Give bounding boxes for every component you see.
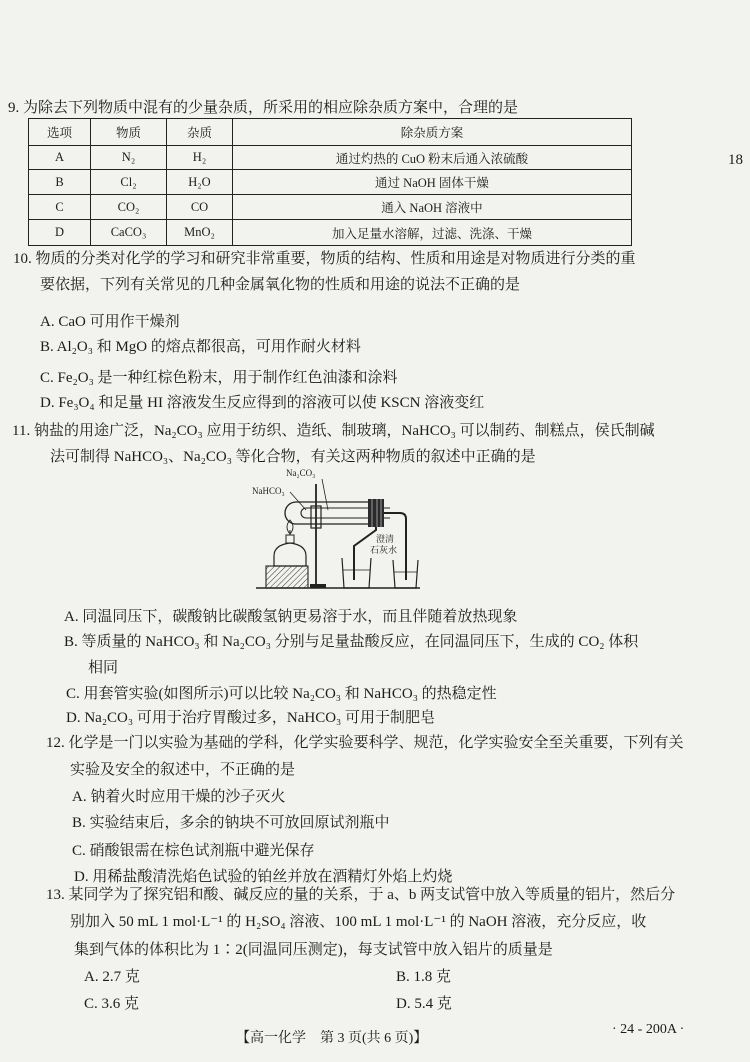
question-10-stem-line-2: 要依据，下列有关常见的几种金属氧化物的性质和用途的说法不正确的是 — [40, 277, 521, 293]
alcohol-lamp — [274, 543, 306, 566]
lamp-neck — [286, 535, 294, 543]
page-footer: 【高一化学 第 3 页(共 6 页)】 — [236, 1031, 428, 1046]
question-11-option-b: B. 等质量的 NaHCO₃ 和 Na₂CO₃ 分别与足量盐酸反应，在同温同压下，生成的 CO₂ 体积 — [64, 634, 639, 650]
table-header-row — [29, 119, 632, 146]
table-cell-impurity: H₂ — [167, 146, 233, 170]
table-header-impurity: 杂质 — [167, 119, 233, 146]
table-cell-method: 通过灼热的 CuO 粉末后通入浓硫酸 — [233, 146, 632, 170]
question-13-stem-line-1: 13. 某同学为了探究铝和酸、碱反应的量的关系，于 a、b 两支试管中放入等质量的铝片，然后分 — [46, 887, 676, 903]
table-cell-option: D — [29, 220, 91, 246]
question-10-stem-line-1: 10. 物质的分类对化学的学习和研究非常重要，物质的结构、性质和用途是对物质进行分类的重 — [13, 251, 636, 267]
limewater-label-line-2: 石灰水 — [370, 545, 398, 555]
table-cell-impurity: CO — [167, 195, 233, 220]
outer-test-tube — [285, 502, 370, 524]
question-11-option-d: D. Na₂CO₃ 可用于治疗胃酸过多，NaHCO₃ 可用于制肥皂 — [66, 710, 436, 726]
question-11-stem-line-2: 法可制得 NaHCO₃、Na₂CO₃ 等化合物，有关这两种物质的叙述中正确的是 — [50, 449, 536, 465]
table-cell-substance: CO₂ — [91, 195, 167, 220]
question-13-option-c: C. 3.6 克 — [84, 996, 140, 1012]
question-12-option-b: B. 实验结束后，多余的钠块不可放回原试剂瓶中 — [72, 815, 390, 831]
table-cell-impurity: MnO₂ — [167, 220, 233, 246]
question-11-option-a: A. 同温同压下，碳酸钠比碳酸氢钠更易溶于水，而且伴随着放热现象 — [64, 609, 518, 625]
question-13-option-b: B. 1.8 克 — [396, 969, 452, 985]
sodium-carbonate-leader-line — [322, 479, 328, 510]
table-cell-method: 通入 NaOH 溶液中 — [233, 195, 632, 220]
table-cell-impurity: H₂O — [167, 170, 233, 195]
table-cell-substance: CaCO₃ — [91, 220, 167, 246]
table-cell-method: 加入足量水溶解，过滤、洗涤、干燥 — [233, 220, 632, 246]
table-cell-method: 通过 NaOH 固体干燥 — [233, 170, 632, 195]
limewater-label-line-1: 澄清 — [376, 534, 395, 544]
paper-code: · 24 - 200A · — [612, 1022, 685, 1037]
table-header-option: 选项 — [29, 119, 91, 146]
table-row — [29, 146, 632, 170]
sleeve-tube-experiment-figure — [250, 466, 420, 594]
table-row — [29, 220, 632, 246]
question-10-option-c: C. Fe₂O₃ 是一种红棕色粉末，用于制作红色油漆和涂料 — [40, 370, 398, 386]
wooden-block — [266, 566, 308, 588]
question-12-option-c: C. 硝酸银需在棕色试剂瓶中避光保存 — [72, 843, 315, 859]
table-header-substance: 物质 — [91, 119, 167, 146]
question-10-option-b: B. Al₂O₃ 和 MgO 的熔点都很高，可用作耐火材料 — [40, 339, 361, 355]
table-cell-option: C — [29, 195, 91, 220]
question-13-option-a: A. 2.7 克 — [84, 969, 140, 985]
question-10-option-a: A. CaO 可用作干燥剂 — [40, 314, 180, 330]
question-13-option-d: D. 5.4 克 — [396, 996, 452, 1012]
margin-mark: 18 — [728, 152, 743, 168]
question-11-option-c: C. 用套管实验(如图所示)可以比较 Na₂CO₃ 和 NaHCO₃ 的热稳定性 — [66, 686, 497, 702]
question-13-stem-line-3: 集到气体的体积比为 1∶2(同温同压测定)，每支试管中放入铝片的质量是 — [74, 942, 553, 958]
question-11-stem-line-1: 11. 钠盐的用途广泛，Na₂CO₃ 应用于纺织、造纸、制玻璃，NaHCO₃ 可以制药、制糕点，侯氏制碱 — [12, 423, 655, 439]
table-row — [29, 195, 632, 220]
sodium-bicarbonate-leader-line — [290, 492, 306, 510]
question-11-option-b-continued: 相同 — [88, 660, 119, 676]
question-9-table — [28, 118, 632, 246]
table-cell-option: B — [29, 170, 91, 195]
question-12-option-d: D. 用稀盐酸清洗焰色试验的铂丝并放在酒精灯外焰上灼烧 — [74, 869, 453, 885]
table-cell-option: A — [29, 146, 91, 170]
beaker-left — [342, 558, 371, 588]
table-cell-substance: Cl₂ — [91, 170, 167, 195]
sodium-bicarbonate-label: NaHCO₃ — [252, 486, 285, 496]
rubber-stopper — [368, 499, 384, 527]
question-12-option-a: A. 钠着火时应用干燥的沙子灭火 — [72, 789, 286, 805]
question-12-stem-line-2: 实验及安全的叙述中，不正确的是 — [70, 762, 296, 778]
question-12-stem-line-1: 12. 化学是一门以实验为基础的学科，化学实验要科学、规范，化学实验安全至关重要，下列有关 — [46, 735, 684, 751]
question-9-stem: 9. 为除去下列物质中混有的少量杂质，所采用的相应除杂质方案中，合理的是 — [8, 100, 519, 116]
sodium-carbonate-label: Na₂CO₃ — [286, 468, 316, 478]
table-cell-substance: N₂ — [91, 146, 167, 170]
table-header-method: 除杂质方案 — [233, 119, 632, 146]
table-row — [29, 170, 632, 195]
question-10-option-d: D. Fe₃O₄ 和足量 HI 溶液发生反应得到的溶液可以使 KSCN 溶液变红 — [40, 395, 485, 411]
question-13-stem-line-2: 别加入 50 mL 1 mol·L⁻¹ 的 H₂SO₄ 溶液、100 mL 1 mol·L⁻¹ 的 NaOH 溶液，充分反应，收 — [70, 914, 647, 930]
